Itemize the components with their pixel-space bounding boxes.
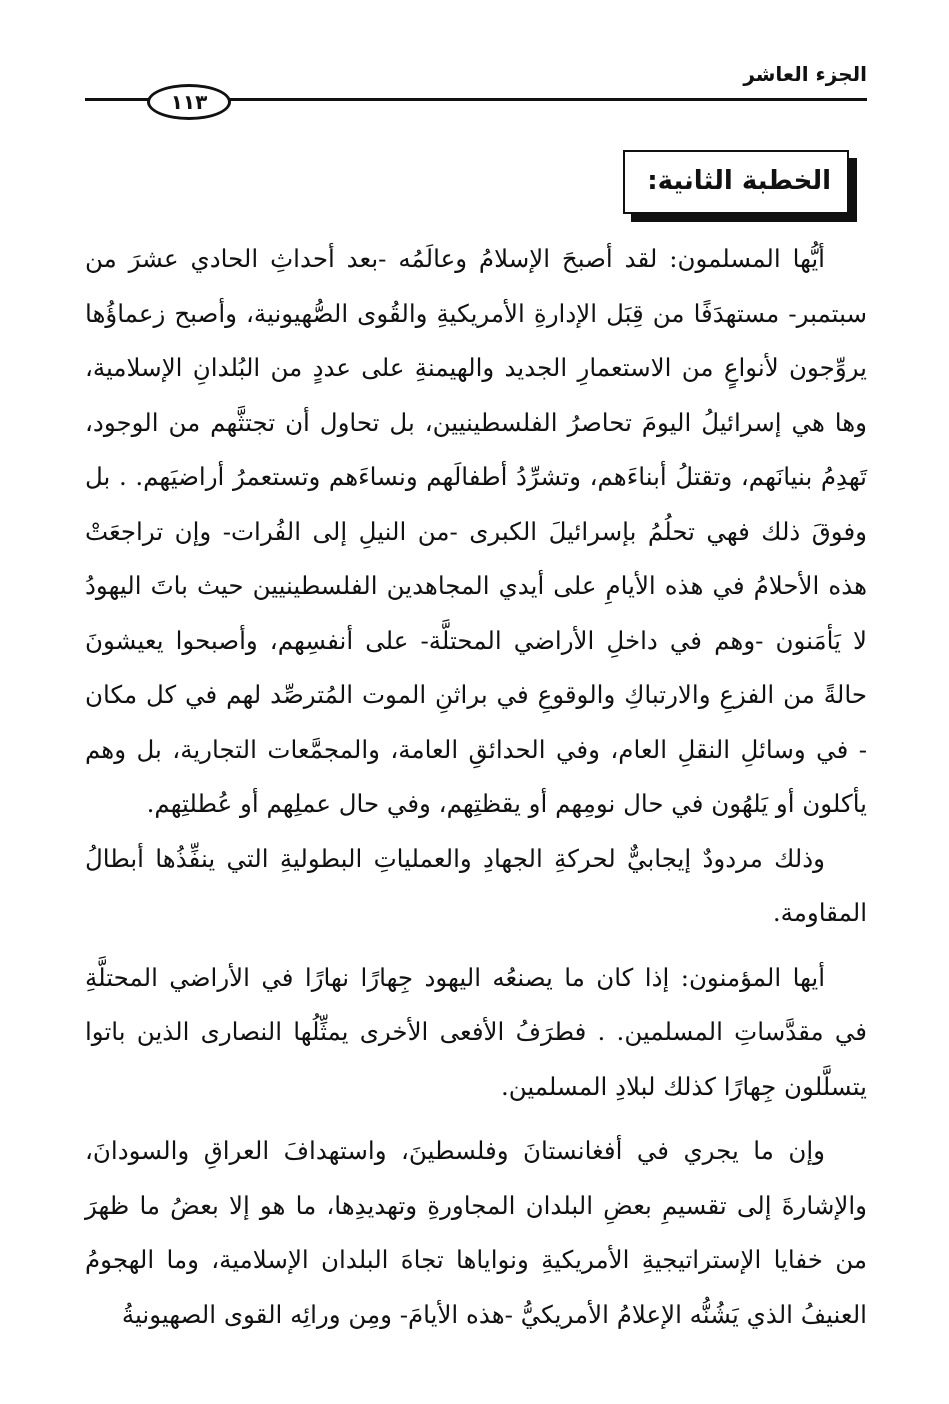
- paragraph: وإن ما يجري في أفغانستانَ وفلسطينَ، واستهدافَ العراقِ والسودانَ، والإشارةَ إلى تقسيمِ بعضِ البلدان المجاورةِ وتهديدِها، ما هو إلا بعضُ ما ظهرَ من خفايا الإستراتيجيةِ الأمريكيةِ ونواياها تجاهَ البلدان الإسلامية، وما الهجومُ العنيفُ الذي يَشُنُّه الإعلامُ الأمريكيُّ -هذه الأيامَ- ومِن ورائِه القوى الصهيونيةُ: [85, 1136, 867, 1329]
- body-text: [85, 232, 867, 1342]
- page-number-badge: ١١٣: [147, 84, 231, 120]
- section-title-box: [623, 150, 849, 214]
- paragraph: وذلك مردودٌ إيجابيٌّ لحركةِ الجهادِ والعملياتِ البطوليةِ التي ينفِّذُها أبطالُ المقاومة.: [85, 843, 867, 927]
- running-header: الجزء العاشر: [743, 62, 867, 86]
- paragraph: أيُّها المسلمون: لقد أصبحَ الإسلامُ وعالَمُه -بعد أحداثِ الحادي عشرَ من سبتمبر- مستهدَفًا من قِبَل الإدارةِ الأمريكيةِ والقُوى الصُّهيونية، وأصبح زعماؤُها يروِّجون لأنواعٍ من الاستعمارِ الجديد والهيمنةِ على عددٍ من البُلدانِ الإسلامية، وها هي إسرائيلُ اليومَ تحاصرُ الفلسطينيين، بل تحاول أن تجتثَّهم من الوجود، تَهدِمُ بنيانَهم، وتقتلُ أبناءَهم، وتشرِّدُ أطفالَهم ونساءَهم وتستعمرُ أراضيَهم. . بل وفوقَ ذلك فهي تحلُمُ بإسرائيلَ الكبرى -من النيلِ إلى الفُرات- وإن تراجعَتْ هذه الأحلامُ في هذه الأيامِ على أيدي المجاهدين الفلسطينيين حيث باتَ اليهودُ لا يَأمَنون -وهم في داخلِ الأراضي المحتلَّة- على أنفسِهم، وأصبحوا يعيشونَ حالةً من الفزعِ والارتباكِ والوقوعِ في براثنِ الموت المُترصِّد لهم في كل مكان - في وسائلِ النقلِ العام، وفي الحدائقِ العامة، والمجمَّعات التجارية، بل وهم يأكلون أو يَلهُون في حال نومِهم أو يقظتِهم، وفي حال عملِهم أو عُطلتِهم.: [85, 244, 867, 818]
- paragraph: أيها المؤمنون: إذا كان ما يصنعُه اليهود جِهارًا نهارًا في الأراضي المحتلَّةِ في مقدَّساتِ المسلمين. . فطرَفُ الأفعى الأخرى يمثِّلُها النصارى الذين باتوا يتسلَّلون جِهارًا كذلك لبلادِ المسلمين.: [85, 962, 867, 1101]
- section-title: الخطبة الثانية:: [647, 166, 831, 196]
